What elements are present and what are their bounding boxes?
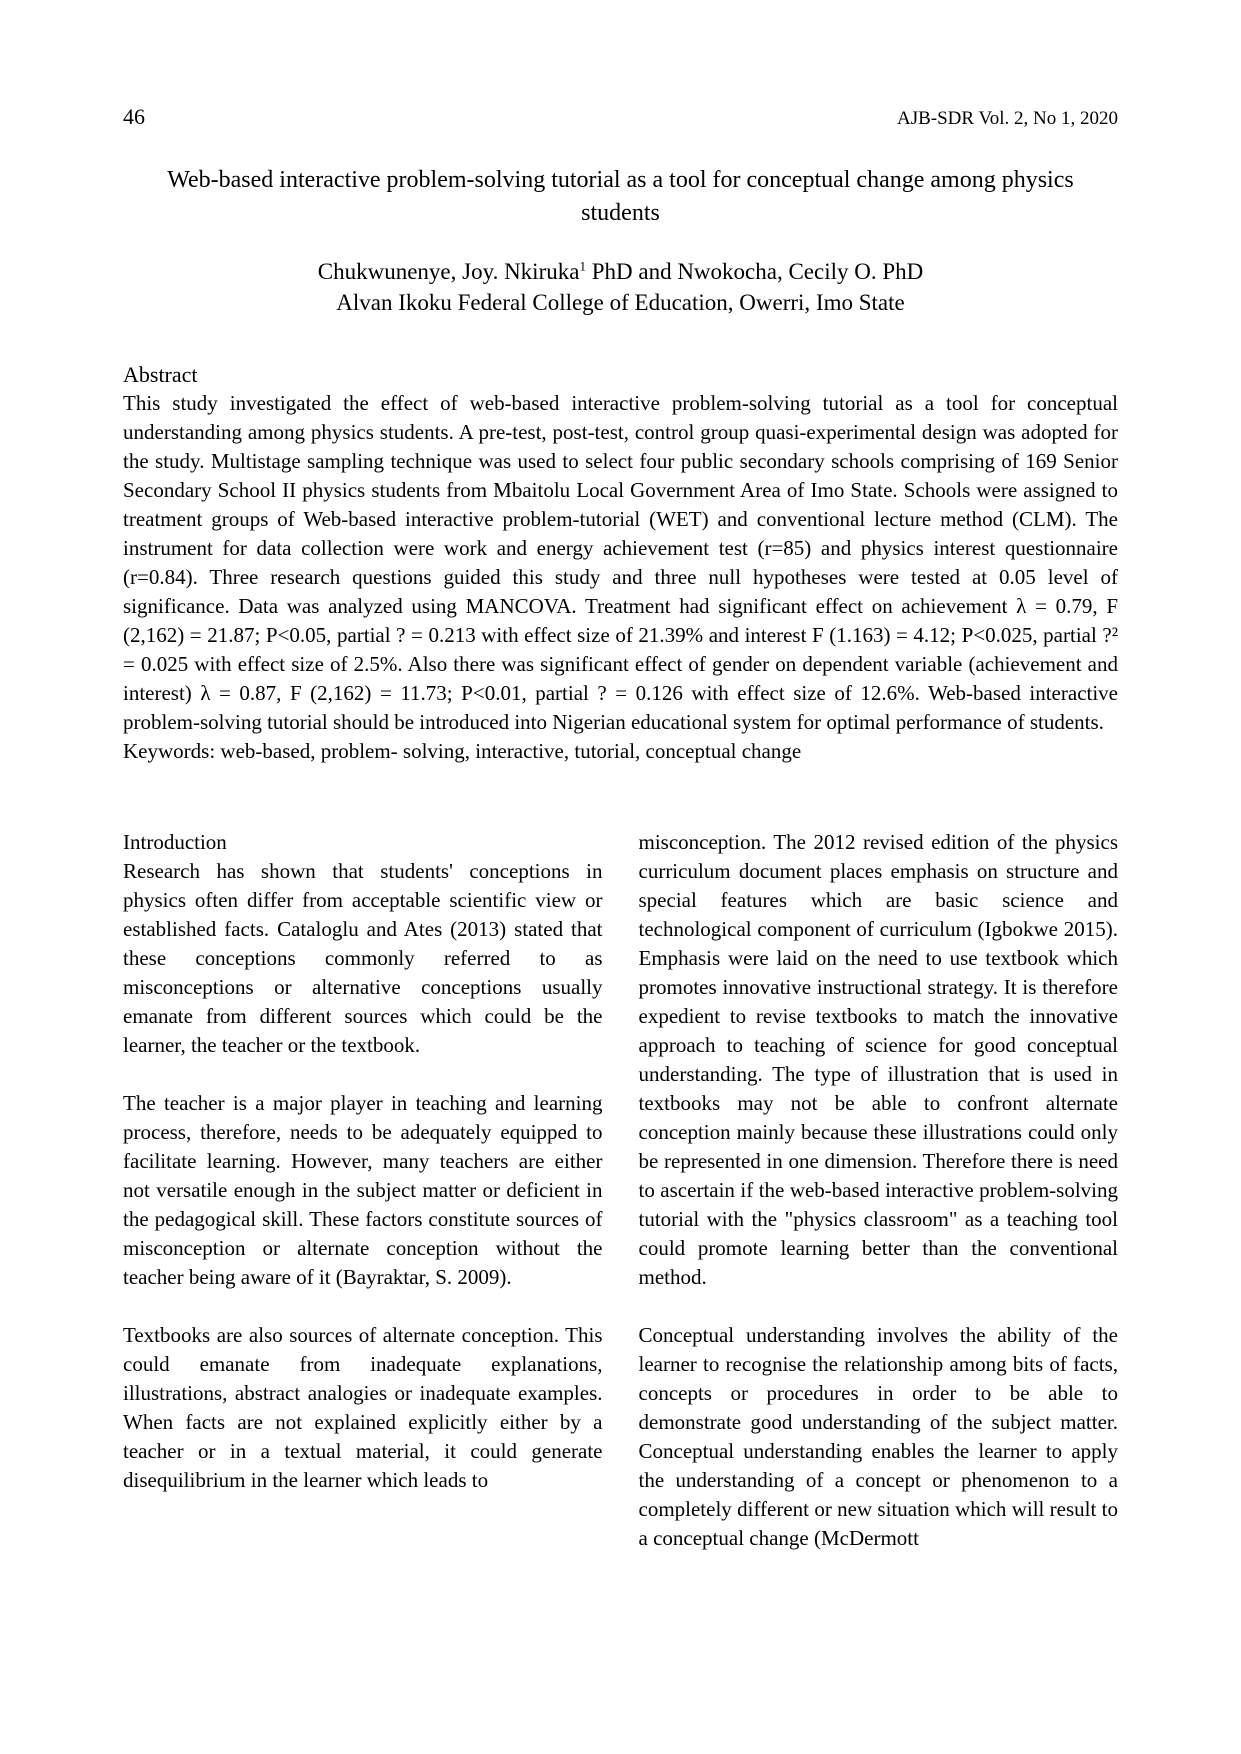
author-affiliation-marker: 1 <box>579 258 586 274</box>
paragraph: Research has shown that students' conceptions in physics often differ from acceptable scientific view or established facts. Cataloglu and Ates (2013) stated that these conceptions commonly referred to as misconceptions or alternative conceptions usually emanate from different sources which could be the learner, the teacher or the textbook. <box>123 859 603 1057</box>
abstract-body: This study investigated the effect of web-based interactive problem-solving tutorial as a tool for conceptual understanding among physics students. A pre-test, post-test, control group quasi-experimental design was adopted for the study. Multistage sampling technique was used to select four public secondary schools comprising of 169 Senior Secondary School II physics students from Mbaitolu Local Government Area of Imo State. Schools were assigned to treatment groups of Web-based interactive problem-tutorial (WET) and conventional lecture method (CLM). The instrument for data collection were work and energy achievement test (r=85) and physics interest questionnaire (r=0.84). Three research questions guided this study and three null hypotheses were tested at 0.05 level of significance. Data was analyzed using MANCOVA. Treatment had significant effect on achievement λ = 0.79, F (2,162) = 21.87; P<0.05, partial ? = 0.213 with effect size of 21.39% and interest F (1.163) = 4.12; P<0.025, partial ?² = 0.025 with effect size of 2.5%. Also there was significant effect of gender on dependent variable (achievement and interest) λ = 0.87, F (2,162) = 11.73; P<0.01, partial ? = 0.126 with effect size of 12.6%. Web-based interactive problem-solving tutorial should be introduced into Nigerian educational system for optimal performance of students. <box>123 391 1118 734</box>
right-column <box>639 828 1119 1553</box>
left-column <box>123 828 603 1553</box>
authors-line <box>123 256 1118 287</box>
page-number: 46 <box>123 104 145 129</box>
author-names-continued: PhD and Nwokocha, Cecily O. PhD <box>585 259 924 284</box>
running-header <box>123 104 1118 130</box>
author-names: Chukwunenye, Joy. Nkiruka <box>317 259 580 284</box>
keywords-line: Keywords: web-based, problem- solving, interactive, tutorial, conceptual change <box>123 739 802 763</box>
paragraph: Textbooks are also sources of alternate conception. This could emanate from inadequate explanations, illustrations, abstract analogies or inadequate examples. When facts are not explained explicitly either by a teacher or in a textual material, it could generate disequilibrium in the learner which leads to <box>123 1323 603 1492</box>
abstract-heading: Abstract <box>123 362 198 387</box>
journal-reference: AJB-SDR Vol. 2, No 1, 2020 <box>896 108 1118 129</box>
affiliation: Alvan Ikoku Federal College of Education, Owerri, Imo State <box>336 290 905 315</box>
introduction-section <box>123 828 1118 1553</box>
paragraph: misconception. The 2012 revised edition of the physics curriculum document places emphasis on structure and special features which are basic science and technological component of curriculum (Igbokwe 2015). Emphasis were laid on the need to use textbook which promotes innovative instructional strategy. It is therefore expedient to revise textbooks to match the innovative approach to teaching of science for good conceptual understanding. The type of illustration that is used in textbooks may not be able to confront alternate conception mainly because these illustrations could only be represented in one dimension. Therefore there is need to ascertain if the web-based interactive problem-solving tutorial with the "physics classroom" as a teaching tool could promote learning better than the conventional method. <box>638 830 1118 1289</box>
introduction-heading: Introduction <box>123 830 227 854</box>
paragraph: The teacher is a major player in teaching and learning process, therefore, needs to be adequately equipped to facilitate learning. However, many teachers are either not versatile enough in the subject matter or deficient in the pedagogical skill. These factors constitute sources of misconception or alternate conception without the teacher being aware of it (Bayraktar, S. 2009). <box>123 1091 603 1289</box>
paragraph: Conceptual understanding involves the ability of the learner to recognise the relationship among bits of facts, concepts or procedures in order to be able to demonstrate good understanding of the subject matter. Conceptual understanding enables the learner to apply the understanding of a concept or phenomenon to a completely different or new situation which will result to a conceptual change (McDermott <box>638 1323 1118 1550</box>
paper-title: Web-based interactive problem-solving tutorial as a tool for conceptual change among physics students <box>167 167 1074 226</box>
